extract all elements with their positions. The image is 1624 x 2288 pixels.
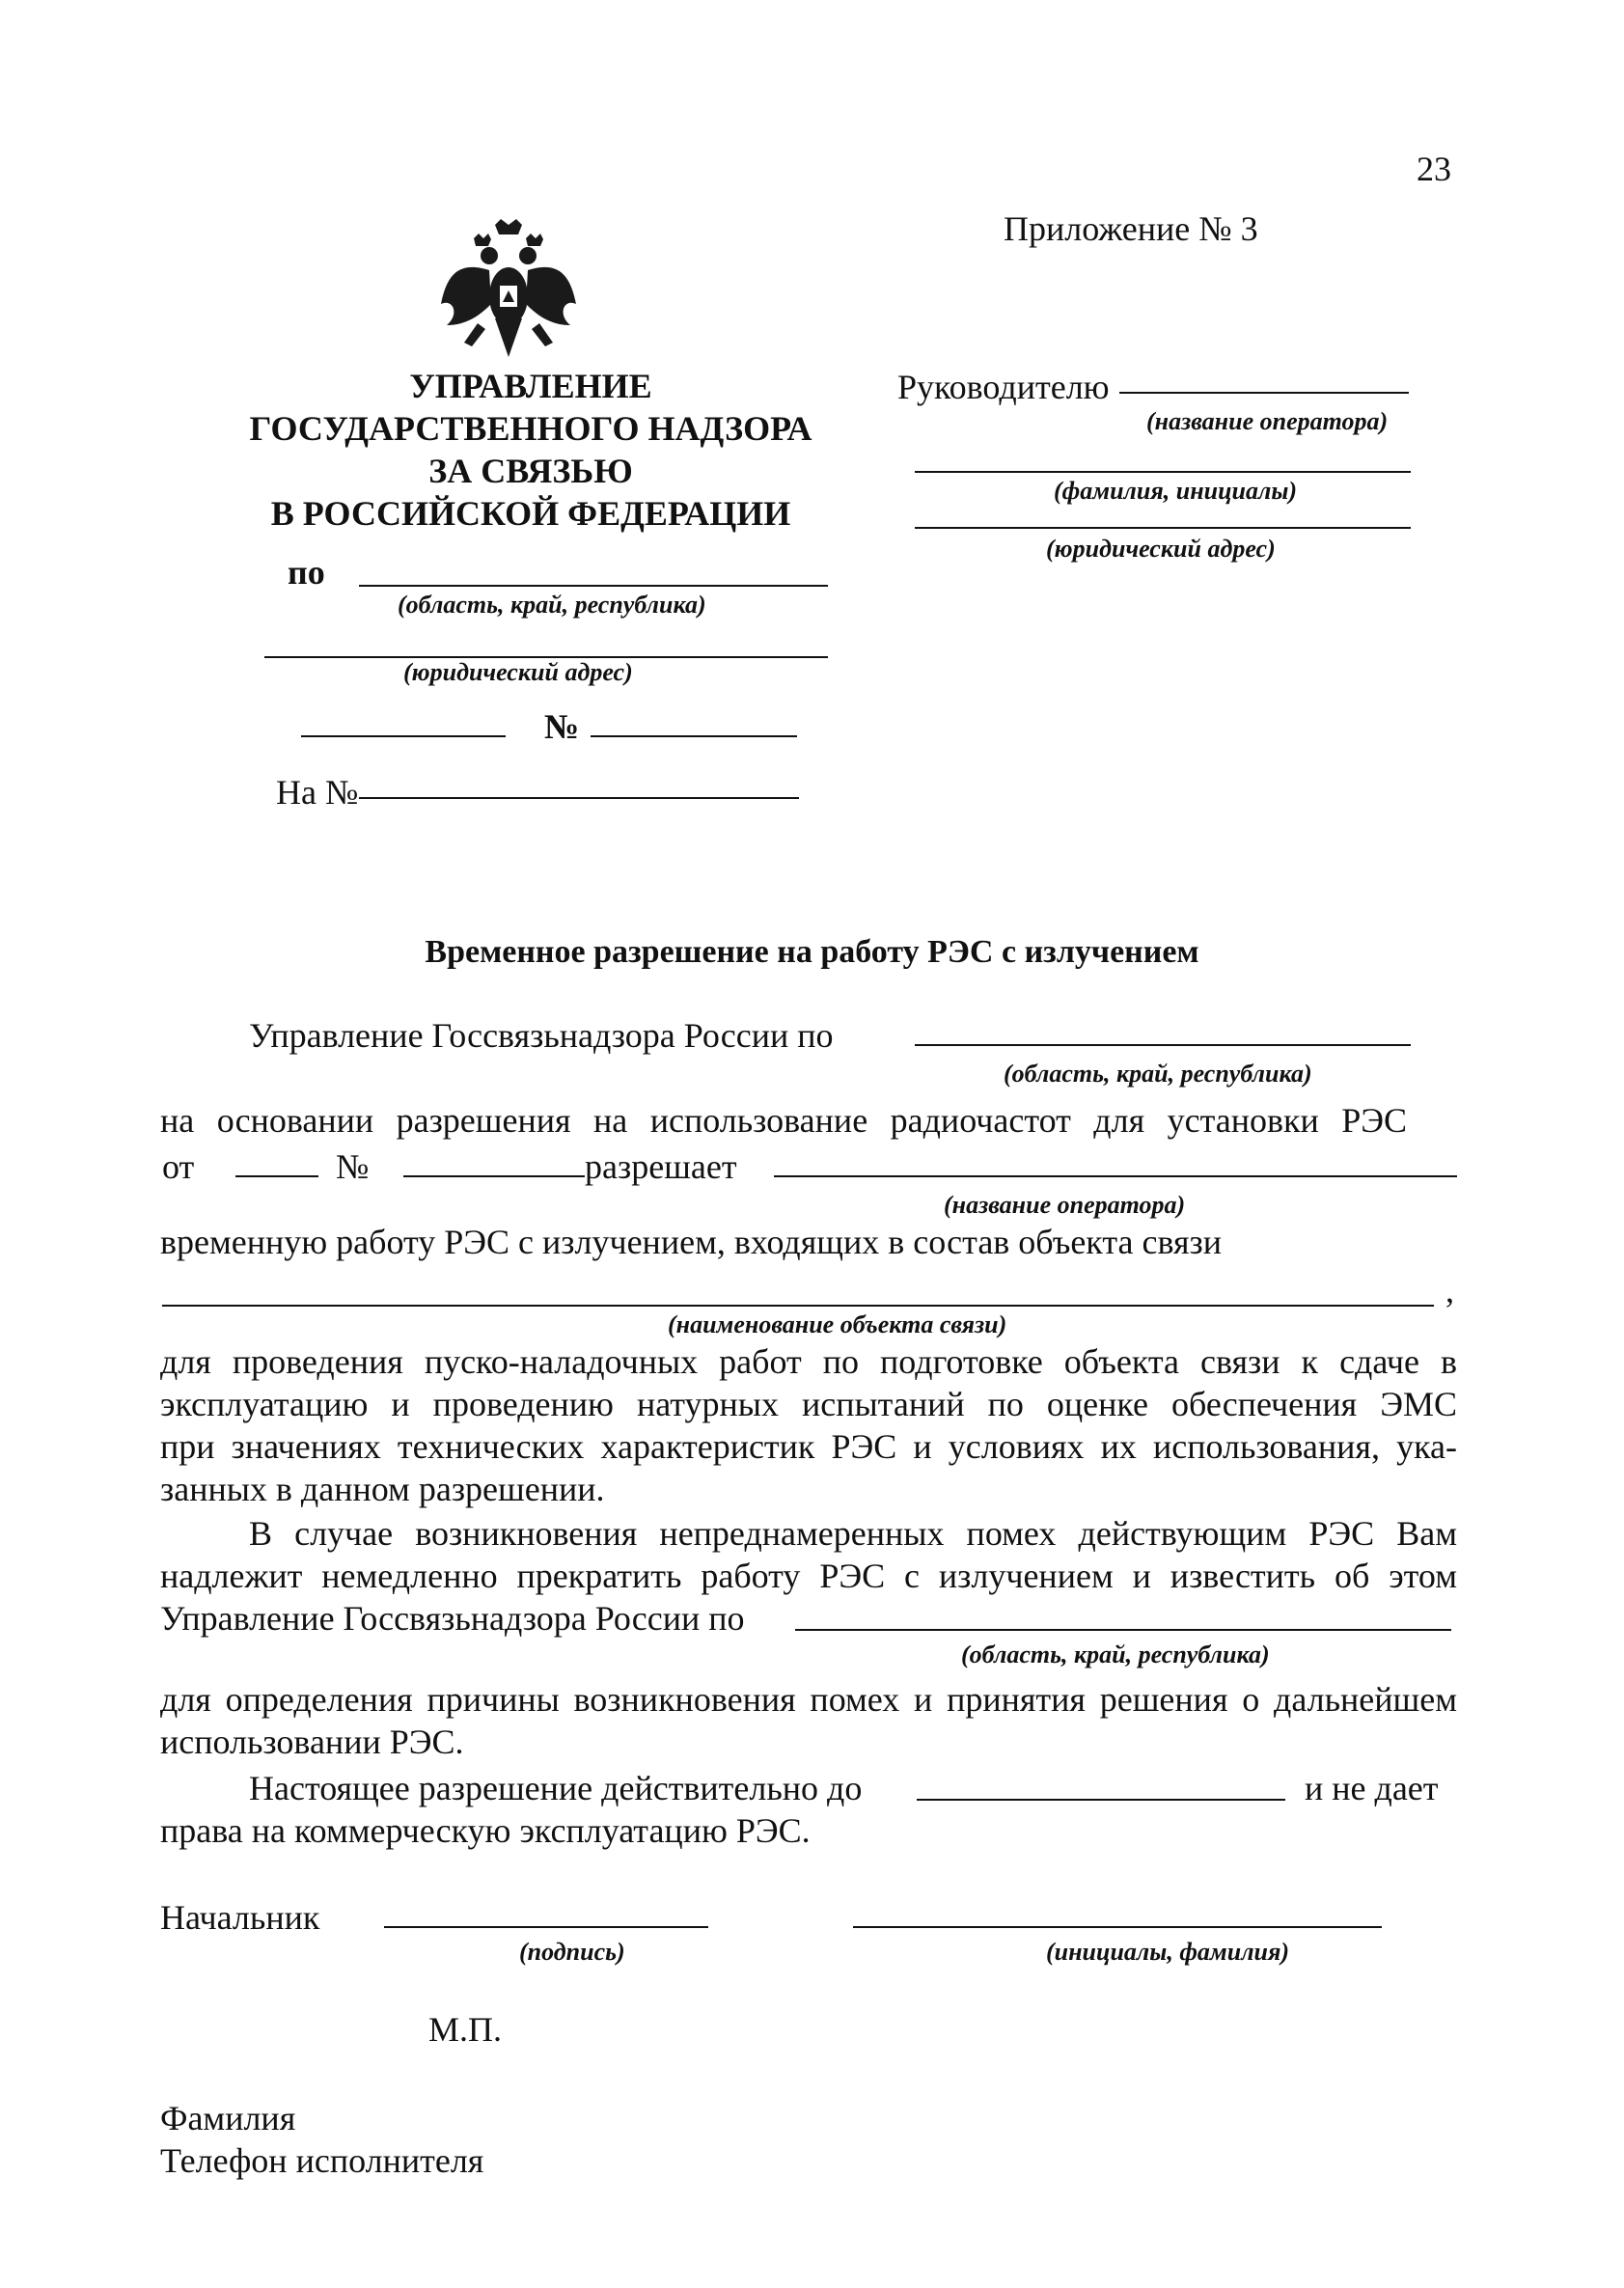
p6-line-1: для определения причины возникновения помех и принятия решения о дальнейшем xyxy=(160,1680,1457,1719)
issuer-region-hint: (область, край, республика) xyxy=(398,591,706,619)
p2-from-label: от xyxy=(162,1147,195,1186)
p2-number-line xyxy=(403,1175,585,1177)
p1-region-hint: (область, край, республика) xyxy=(1004,1060,1312,1088)
reply-to-line xyxy=(359,797,799,799)
p3-object-line xyxy=(162,1305,1434,1307)
addressee-operator-hint: (название оператора) xyxy=(1146,407,1389,435)
p5-region-hint: (область, край, республика) xyxy=(961,1640,1270,1668)
document-title: Временное разрешение на работу РЭС с излучением xyxy=(425,934,1199,970)
p3-text: временную работу РЭС с излучением, входящих в состав объекта связи xyxy=(160,1223,1223,1261)
p1-region-line xyxy=(915,1044,1411,1046)
addressee-address-line xyxy=(915,527,1411,529)
executor-surname-label: Фамилия xyxy=(160,2099,296,2137)
p2-number-sign: № xyxy=(336,1147,370,1186)
addressee-name-hint: (фамилия, инициалы) xyxy=(1054,477,1298,505)
issuer-line-4: В РОССИЙСКОЙ ФЕДЕРАЦИИ xyxy=(270,494,791,533)
p4-line-1: для проведения пуско-наладочных работ по подготовке объекта связи к сдаче в xyxy=(160,1342,1457,1381)
issuer-line-1: УПРАВЛЕНИЕ xyxy=(409,367,652,405)
p6-line-2: использовании РЭС. xyxy=(160,1723,464,1761)
p5-line-1: В случае возникновения непреднамеренных помех действующим РЭС Вам xyxy=(249,1514,1457,1553)
p4-line-4: занных в данном разрешении. xyxy=(160,1470,605,1508)
stamp-place-label: М.П. xyxy=(428,2010,503,2049)
chief-name-hint: (инициалы, фамилия) xyxy=(1046,1938,1290,1966)
signature-hint: (подпись) xyxy=(519,1938,625,1966)
issuer-number-line xyxy=(591,735,797,737)
p5-line-3: Управление Госсвязьнадзора России по xyxy=(160,1599,745,1638)
chief-label: Начальник xyxy=(160,1898,320,1937)
reply-to-label: На № xyxy=(276,773,359,812)
p7-text-start: Настоящее разрешение действительно до xyxy=(249,1769,863,1807)
p3-object-hint: (наименование объекта связи) xyxy=(668,1310,1007,1338)
p2-date-line xyxy=(235,1175,318,1177)
p7-line-2: права на коммерческую эксплуатацию РЭС. xyxy=(160,1811,811,1850)
p4-line-3: при значениях технических характеристик РЭС и условиях их использования, ука- xyxy=(160,1427,1457,1466)
issuer-date-line xyxy=(301,735,506,737)
p1-text: Управление Госсвязьнадзора России по xyxy=(249,1016,834,1055)
p2-permits-label: разрешает xyxy=(585,1147,737,1186)
issuer-line-2: ГОСУДАРСТВЕННОГО НАДЗОРА xyxy=(249,409,812,448)
p2-operator-hint: (название оператора) xyxy=(944,1191,1186,1219)
issuer-address-hint: (юридический адрес) xyxy=(403,658,633,686)
issuer-line-3: ЗА СВЯЗЬЮ xyxy=(428,452,633,490)
p5-region-line xyxy=(795,1629,1451,1631)
addressee-name-line xyxy=(915,471,1411,473)
p5-line-2: надлежит немедленно прекратить работу РЭС с излучением и известить об этом xyxy=(160,1557,1457,1595)
appendix-label: Приложение № 3 xyxy=(1004,209,1258,248)
executor-phone-label: Телефон исполнителя xyxy=(160,2141,484,2180)
p3-comma: , xyxy=(1445,1271,1454,1309)
page-number: 23 xyxy=(1417,150,1451,188)
addressee-to-label: Руководителю xyxy=(897,368,1110,406)
chief-name-line xyxy=(853,1926,1382,1928)
addressee-address-hint: (юридический адрес) xyxy=(1046,535,1276,563)
p2-operator-line xyxy=(774,1175,1457,1177)
signature-line xyxy=(384,1926,708,1928)
p2-line-1: на основании разрешения на использование радиочастот для установки РЭС xyxy=(160,1101,1407,1140)
p7-date-line xyxy=(917,1799,1285,1801)
p7-text-end: и не дает xyxy=(1305,1769,1439,1807)
issuer-po-label: по xyxy=(288,553,325,592)
p4-line-2: эксплуатацию и проведению натурных испытаний по оценке обеспечения ЭМС xyxy=(160,1385,1457,1423)
addressee-operator-line xyxy=(1119,392,1409,394)
coat-of-arms-emblem xyxy=(439,217,579,362)
issuer-number-sign: № xyxy=(544,707,580,746)
issuer-region-line xyxy=(359,585,828,587)
